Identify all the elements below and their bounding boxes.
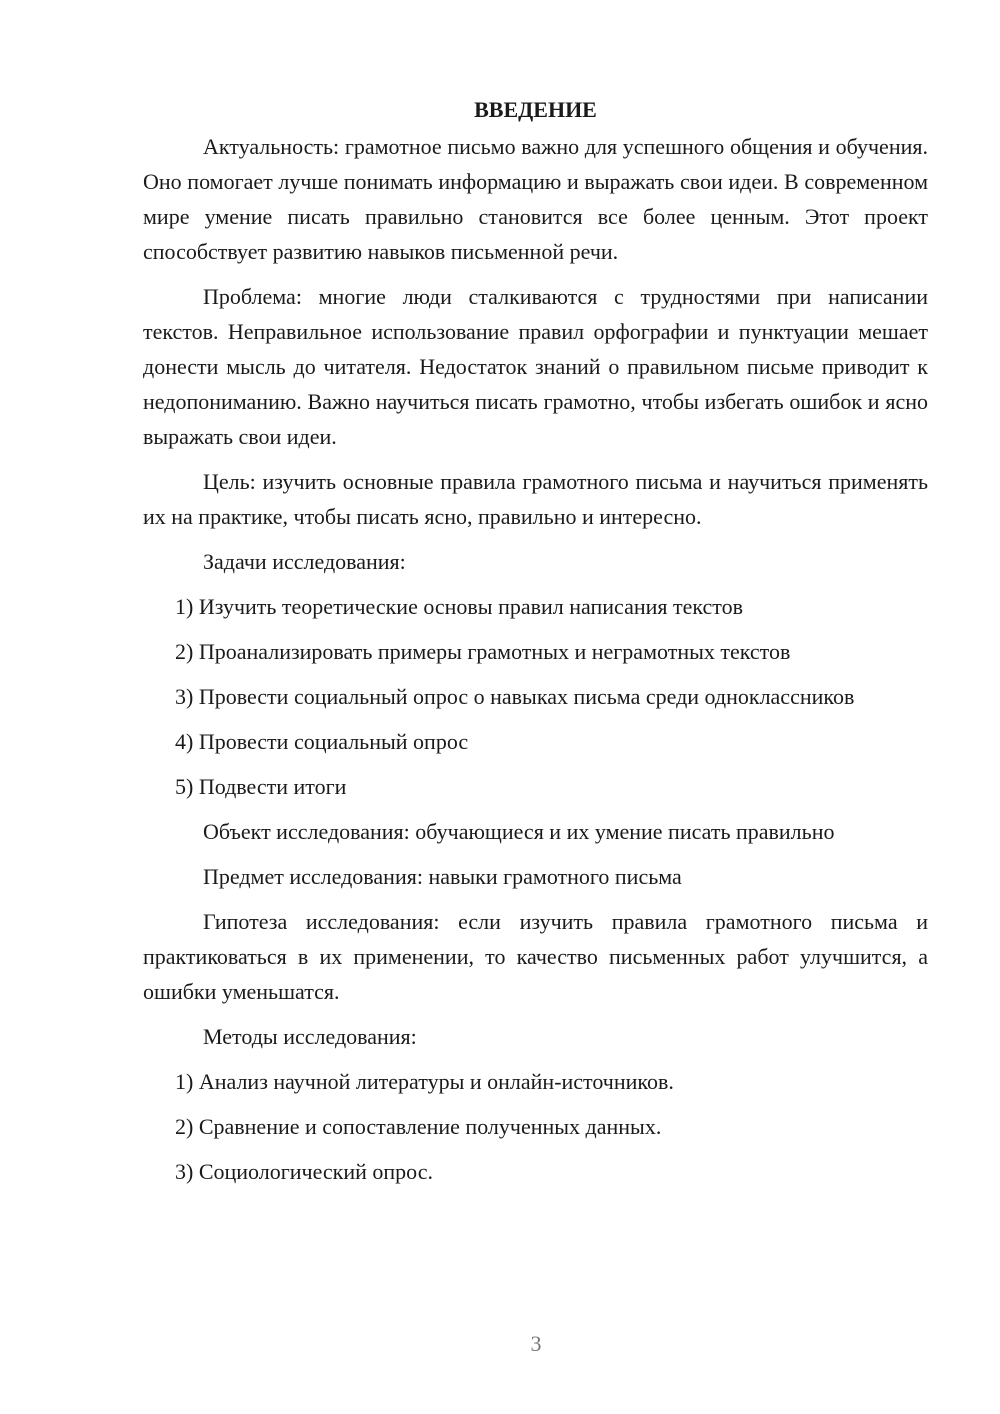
paragraph-hypothesis: Гипотеза исследования: если изучить правила грамотного письма и практиковаться в их применении, то качество письменных работ улучшится, а ошибки уменьшатся.: [143, 909, 928, 1004]
list-item-task-1: 1) Изучить теоретические основы правил написания текстов: [175, 594, 744, 619]
document-page: [143, 92, 928, 1199]
paragraph-goal: Цель: изучить основные правила грамотного письма и научиться применять их на практике, чтобы писать ясно, правильно и интересно.: [143, 469, 928, 529]
paragraph-object: Объект исследования: обучающиеся и их умение писать правильно: [203, 819, 835, 844]
list-item-task-4: 4) Провести социальный опрос: [175, 729, 469, 754]
paragraph-subject: Предмет исследования: навыки грамотного письма: [203, 864, 682, 889]
list-item-method-2: 2) Сравнение и сопоставление полученных данных.: [175, 1114, 662, 1139]
list-item-method-3: 3) Социологический опрос.: [175, 1159, 433, 1184]
list-item-task-3: 3) Провести социальный опрос о навыках письма среди одноклассников: [175, 684, 855, 709]
paragraph-relevance: Актуальность: грамотное письмо важно для успешного общения и обучения. Оно помогает лучше понимать информацию и выражать свои идеи. В современном мире умение писать правильно становится все более ценным. Этот проект способствует развитию навыков письменной речи.: [143, 134, 928, 264]
paragraph-tasks-heading: Задачи исследования:: [203, 549, 406, 574]
list-item-method-1: 1) Анализ научной литературы и онлайн-источников.: [175, 1069, 674, 1094]
paragraph-methods-heading: Методы исследования:: [203, 1024, 417, 1049]
page-number: 3: [530, 1331, 542, 1356]
list-item-task-2: 2) Проанализировать примеры грамотных и неграмотных текстов: [175, 639, 791, 664]
paragraph-problem: Проблема: многие люди сталкиваются с трудностями при написании текстов. Неправильное использование правил орфографии и пунктуации мешает донести мысль до читателя. Недостаток знаний о правильном письме приводит к недопониманию. Важно научиться писать грамотно, чтобы избегать ошибок и ясно выражать свои идеи.: [143, 284, 928, 449]
list-item-task-5: 5) Подвести итоги: [175, 774, 347, 799]
page-title: ВВЕДЕНИЕ: [474, 97, 597, 122]
